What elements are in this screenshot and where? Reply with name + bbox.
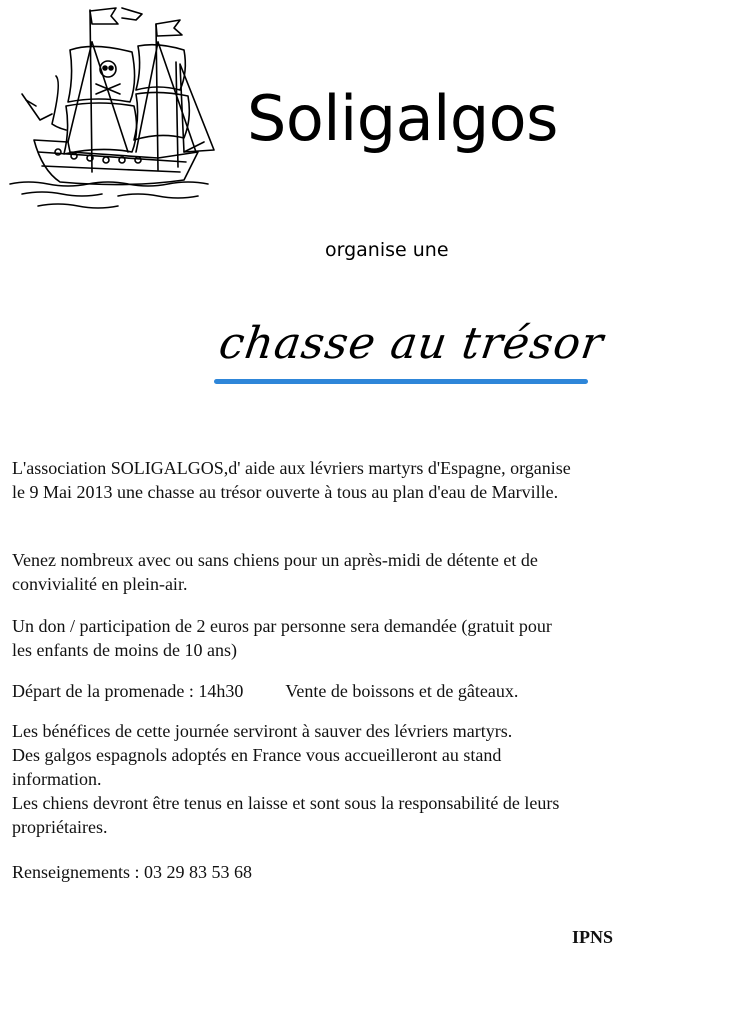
text-line: Un don / participation de 2 euros par personne sera demandée (gratuit pour — [12, 616, 552, 636]
text-line: les enfants de moins de 10 ans) — [12, 640, 237, 660]
text-line: Les bénéfices de cette journée serviront à sauver des lévriers martyrs. — [12, 721, 513, 741]
donation-paragraph — [12, 614, 712, 662]
schedule-line — [12, 679, 712, 703]
text-line: Les chiens devront être tenus en laisse et sont sous la responsabilité de leurs — [12, 793, 560, 813]
text-line: information. — [12, 769, 102, 789]
subtitle: organise une — [325, 239, 449, 261]
page-title: Soligalgos — [247, 82, 558, 155]
intro-paragraph — [12, 456, 712, 504]
schedule-paragraph — [12, 679, 712, 703]
text-line: convivialité en plein-air. — [12, 574, 188, 594]
event-headline: chasse au trésor — [215, 318, 607, 369]
contact-info: Renseignements : 03 29 83 53 68 — [12, 862, 252, 882]
pirate-ship-icon — [8, 2, 218, 217]
benefits-paragraph — [12, 719, 712, 839]
headline-underline — [214, 379, 588, 384]
text-line: Venez nombreux avec ou sans chiens pour un après-midi de détente et de — [12, 550, 538, 570]
sale-info: Vente de boissons et de gâteaux. — [285, 681, 519, 701]
departure-time: Départ de la promenade : 14h30 — [12, 681, 244, 701]
text-line: Des galgos espagnols adoptés en France vous accueilleront au stand — [12, 745, 502, 765]
invitation-paragraph — [12, 548, 712, 596]
ipns-label: IPNS — [572, 927, 614, 947]
text-line: le 9 Mai 2013 une chasse au trésor ouverte à tous au plan d'eau de Marville. — [12, 482, 559, 502]
text-line: propriétaires. — [12, 817, 108, 837]
text-line: L'association SOLIGALGOS,d' aide aux lévriers martyrs d'Espagne, organise — [12, 458, 571, 478]
